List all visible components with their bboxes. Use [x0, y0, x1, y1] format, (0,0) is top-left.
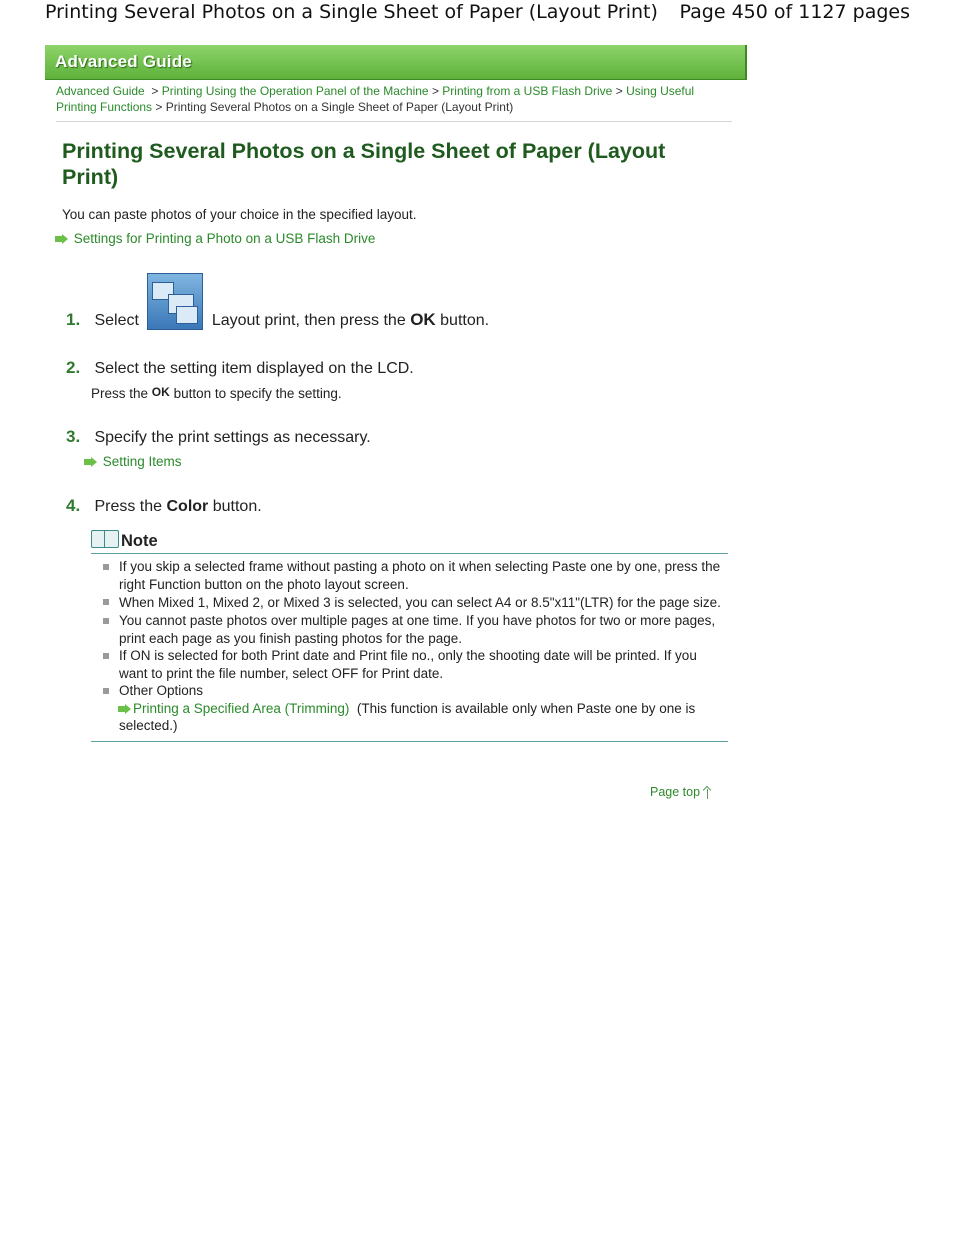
settings-link-row	[56, 231, 375, 246]
setting-items-row	[85, 454, 182, 469]
breadcrumb-separator: >	[615, 84, 623, 98]
arrow-right-icon	[125, 704, 131, 714]
book-icon	[91, 530, 119, 548]
breadcrumb-current: Printing Several Photos on a Single Sheet of Paper (Layout Print)	[165, 100, 514, 114]
trimming-link[interactable]: Printing a Specified Area (Trimming)	[133, 700, 350, 716]
document-title: Printing Several Photos on a Single Sheet of Paper (Layout Print)	[45, 1, 658, 23]
color-key-label: Color	[166, 498, 209, 515]
breadcrumb-usb-flash-drive[interactable]: Printing from a USB Flash Drive	[442, 84, 613, 98]
setting-items-link[interactable]: Setting Items	[102, 454, 182, 469]
note-item: If you skip a selected frame without pasting a photo on it when selecting Paste one by one, press the right Function button on the photo layout screen.	[91, 558, 728, 593]
note-title: Note	[121, 532, 158, 550]
banner-label: Advanced Guide	[55, 52, 192, 71]
note-box	[91, 527, 728, 742]
note-item: When Mixed 1, Mixed 2, or Mixed 3 is selected, you can select A4 or 8.5"x11"(LTR) for the page size.	[91, 593, 728, 612]
breadcrumb-separator: >	[431, 84, 439, 98]
breadcrumb-separator: >	[151, 84, 159, 98]
intro-text: You can paste photos of your choice in the specified layout.	[62, 207, 417, 222]
breadcrumb-useful-functions[interactable]: Using Useful Printing Functions	[56, 84, 695, 114]
arrow-up-icon[interactable]	[702, 786, 714, 799]
breadcrumb-advanced-guide[interactable]: Advanced Guide	[56, 84, 145, 98]
trimming-note: (This function is available only when Paste one by one is selected.)	[119, 700, 696, 733]
step-text: button.	[440, 312, 490, 329]
step-3	[66, 427, 371, 447]
step-4	[66, 496, 262, 516]
ok-key-label: OK	[410, 310, 436, 329]
note-item: If ON is selected for both Print date and Print file no., only the shooting date will be printed. If you want to print the file number, select OFF for Print date.	[91, 647, 728, 682]
step-number: 2.	[66, 358, 81, 377]
step-2	[66, 358, 414, 378]
step-number: 3.	[66, 427, 81, 446]
breadcrumb-operation-panel[interactable]: Printing Using the Operation Panel of the Machine	[161, 84, 429, 98]
step-2-detail	[91, 385, 342, 401]
note-item: You cannot paste photos over multiple pages at one time. If you have photos for two or more pages, print each page as you finish pasting photos for the page.	[91, 612, 728, 647]
layout-print-icon	[147, 273, 203, 330]
step-text: Select the setting item displayed on the LCD.	[94, 360, 414, 377]
step-1	[66, 273, 489, 330]
page-top-link[interactable]: Page top	[650, 785, 701, 799]
page-counter: Page 450 of 1127 pages	[679, 1, 910, 23]
step-text: Specify the print settings as necessary.	[94, 429, 371, 446]
arrow-right-icon	[91, 457, 97, 467]
advanced-guide-banner	[45, 45, 747, 80]
breadcrumb-separator: >	[155, 100, 163, 114]
step-number: 4.	[66, 496, 81, 515]
settings-usb-link[interactable]: Settings for Printing a Photo on a USB Flash Drive	[73, 231, 376, 246]
detail-text: button to specify the setting.	[173, 386, 342, 401]
step-text: Press the	[94, 498, 163, 515]
detail-text: Press the	[91, 386, 149, 401]
note-list	[91, 554, 728, 742]
arrow-right-icon	[62, 234, 68, 244]
note-item-other-options	[91, 682, 728, 735]
ok-key-label: OK	[151, 385, 170, 399]
page-heading: Printing Several Photos on a Single Sheet of Paper (Layout Print)	[62, 139, 666, 189]
step-number: 1.	[66, 310, 81, 329]
step-text: Select	[94, 312, 139, 329]
step-text: Layout print, then press the	[211, 312, 406, 329]
note-header	[91, 527, 728, 554]
breadcrumb	[56, 83, 732, 122]
page-top-row	[650, 785, 714, 799]
step-text: button.	[212, 498, 262, 515]
other-options-label: Other Options	[119, 683, 204, 698]
